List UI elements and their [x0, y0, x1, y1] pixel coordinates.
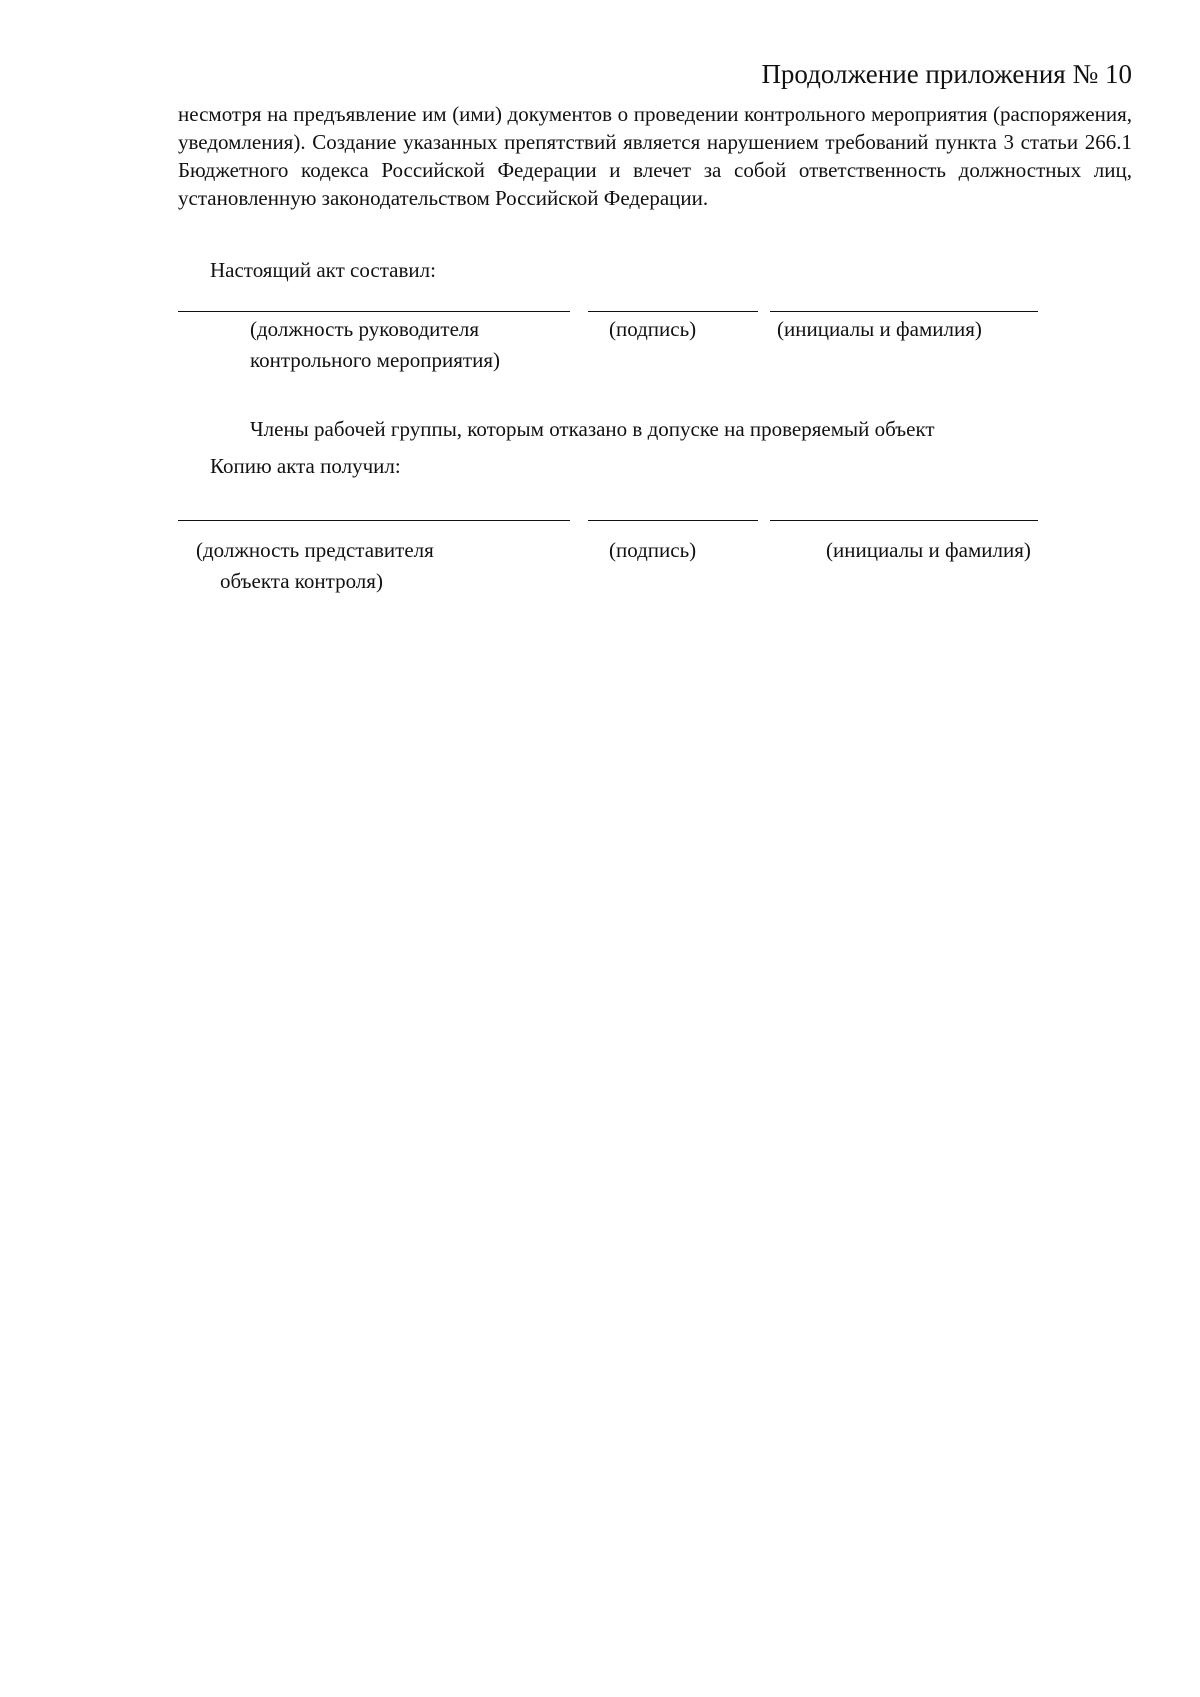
compiler-position-line: [178, 311, 570, 312]
receiver-signature-line: [588, 520, 758, 521]
receiver-signature-caption: (подпись): [609, 538, 697, 562]
compiler-name-line: [770, 311, 1038, 312]
compiler-position-caption-line2: контрольного мероприятия): [250, 348, 500, 372]
act-compiled-by-label: Настоящий акт составил:: [210, 258, 436, 282]
receiver-position-caption-line1: (должность представителя: [196, 538, 434, 562]
receiver-position-caption-line2: объекта контроля): [220, 569, 383, 593]
appendix-continuation-note: Продолжение приложения № 10: [761, 59, 1132, 89]
receiver-name-line: [770, 520, 1038, 521]
denied-members-note: Члены рабочей группы, которым отказано в допуске на проверяемый объект: [250, 417, 935, 441]
compiler-name-caption: (инициалы и фамилия): [777, 317, 982, 341]
compiler-signature-line: [588, 311, 758, 312]
receiver-position-line: [178, 520, 570, 521]
receiver-name-caption: (инициалы и фамилия): [826, 538, 1031, 562]
copy-received-label: Копию акта получил:: [210, 454, 401, 478]
compiler-position-caption-line1: (должность руководителя: [250, 317, 480, 341]
body-paragraph: несмотря на предъявление им (ими) документов о проведении контрольного мероприятия (распоряжения, уведомления). Создание указанных препятствий является нарушением требований пункта 3 статьи 266.1 Бюджетного кодекса Российской Федерации и влечет за собой ответственность должностных лиц, установленную законодательством Российской Федерации.: [178, 102, 1132, 210]
compiler-signature-caption: (подпись): [609, 317, 697, 341]
